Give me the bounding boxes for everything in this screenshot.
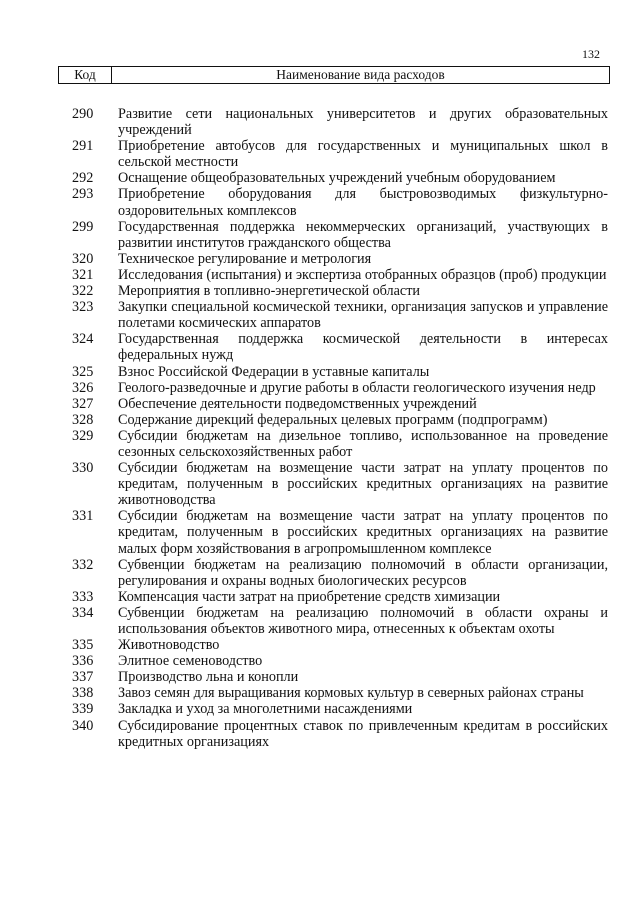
expense-code: 339 — [72, 701, 94, 718]
column-header-name: Наименование вида расходов — [276, 67, 445, 82]
table-row — [72, 460, 608, 508]
expense-name: Государственная поддержка космической деятельности в интересах федеральных нужд — [118, 331, 608, 364]
expense-name: Субсидии бюджетам на дизельное топливо, использованное на проведение сезонных сельскохозяйственных работ — [118, 427, 608, 460]
expense-code: 324 — [72, 331, 94, 348]
expense-name: Субсидии бюджетам на возмещение части затрат на уплату процентов по кредитам, полученным в российских кредитных организациях на развитие малых форм хозяйствования в агропромышленном комплексе — [118, 508, 608, 557]
expense-name: Субсидии бюджетам на возмещение части затрат на уплату процентов по кредитам, полученным в российских кредитных организациях на развитие животноводства — [118, 460, 608, 509]
expense-name: Субвенции бюджетам на реализацию полномочий в области охраны и использования объектов животного мира, отнесенных к объектам охоты — [118, 604, 608, 637]
expense-code: 291 — [72, 138, 94, 155]
table-row — [72, 605, 608, 637]
table-row — [72, 412, 608, 428]
expense-code: 338 — [72, 685, 94, 702]
expense-code: 328 — [72, 411, 94, 428]
expense-name: Субвенции бюджетам на реализацию полномочий в области организации, регулирования и охраны водных биологических ресурсов — [118, 556, 608, 589]
expense-code: 323 — [72, 299, 94, 316]
table-header — [58, 66, 610, 84]
expense-name: Исследования (испытания) и экспертиза отобранных образцов (проб) продукции — [118, 266, 607, 283]
table-row — [72, 138, 608, 170]
table-row — [72, 251, 608, 267]
expense-type-list — [72, 106, 608, 750]
expense-code: 330 — [72, 460, 94, 477]
table-row — [72, 219, 608, 251]
table-row — [72, 170, 608, 186]
expense-code: 292 — [72, 170, 94, 187]
table-row — [72, 653, 608, 669]
expense-code: 299 — [72, 218, 94, 235]
expense-name: Оснащение общеобразовательных учреждений учебным оборудованием — [118, 170, 556, 187]
expense-name: Приобретение автобусов для государственных и муниципальных школ в сельской местности — [118, 138, 608, 171]
expense-name: Закладка и уход за многолетними насаждениями — [118, 701, 413, 718]
table-row — [72, 669, 608, 685]
expense-name: Геолого-разведочные и другие работы в области геологического изучения недр — [118, 379, 596, 396]
table-row — [72, 364, 608, 380]
expense-name: Завоз семян для выращивания кормовых культур в северных районах страны — [118, 685, 584, 702]
table-row — [72, 267, 608, 283]
expense-code: 333 — [72, 588, 94, 605]
page-number: 132 — [582, 47, 600, 61]
expense-code: 320 — [72, 250, 94, 267]
expense-code: 326 — [72, 379, 94, 396]
expense-name: Животноводство — [118, 637, 220, 654]
table-row — [72, 428, 608, 460]
expense-name: Государственная поддержка некоммерческих организаций, участвующих в развитии институтов гражданского общества — [118, 218, 608, 251]
expense-name: Развитие сети национальных университетов и других образовательных учреждений — [118, 106, 608, 139]
expense-code: 290 — [72, 106, 94, 122]
table-row — [72, 380, 608, 396]
table-row — [72, 106, 608, 138]
expense-name: Субсидирование процентных ставок по привлеченным кредитам в российских кредитных организациях — [118, 717, 608, 750]
expense-name: Компенсация части затрат на приобретение средств химизации — [118, 588, 501, 605]
expense-code: 322 — [72, 283, 94, 300]
expense-code: 337 — [72, 669, 94, 686]
expense-name: Содержание дирекций федеральных целевых программ (подпрограмм) — [118, 411, 548, 428]
expense-code: 327 — [72, 395, 94, 412]
table-row — [72, 637, 608, 653]
expense-name: Взнос Российской Федерации в уставные капиталы — [118, 363, 430, 380]
expense-code: 340 — [72, 717, 94, 734]
table-row — [72, 331, 608, 363]
expense-name: Техническое регулирование и метрология — [118, 250, 372, 267]
expense-code: 332 — [72, 556, 94, 573]
expense-code: 321 — [72, 266, 94, 283]
expense-code: 329 — [72, 427, 94, 444]
table-row — [72, 589, 608, 605]
expense-code: 325 — [72, 363, 94, 380]
expense-name: Обеспечение деятельности подведомственных учреждений — [118, 395, 477, 412]
table-row — [72, 283, 608, 299]
expense-name: Элитное семеноводство — [118, 653, 263, 670]
expense-name: Производство льна и конопли — [118, 669, 299, 686]
expense-code: 335 — [72, 637, 94, 654]
table-row — [72, 186, 608, 218]
table-row — [72, 299, 608, 331]
table-row — [72, 701, 608, 717]
column-header-code: Код — [59, 67, 112, 83]
expense-code: 334 — [72, 604, 94, 621]
expense-name: Закупки специальной космической техники, организация запусков и управление полетами космических аппаратов — [118, 299, 608, 332]
table-row — [72, 396, 608, 412]
expense-code: 293 — [72, 186, 94, 203]
table-row — [72, 718, 608, 750]
expense-name: Приобретение оборудования для быстровозводимых физкультурно-оздоровительных комплексов — [118, 186, 608, 219]
table-row — [72, 508, 608, 556]
expense-code: 336 — [72, 653, 94, 670]
expense-code: 331 — [72, 508, 94, 525]
table-row — [72, 685, 608, 701]
expense-name: Мероприятия в топливно-энергетической области — [118, 283, 421, 300]
table-row — [72, 557, 608, 589]
